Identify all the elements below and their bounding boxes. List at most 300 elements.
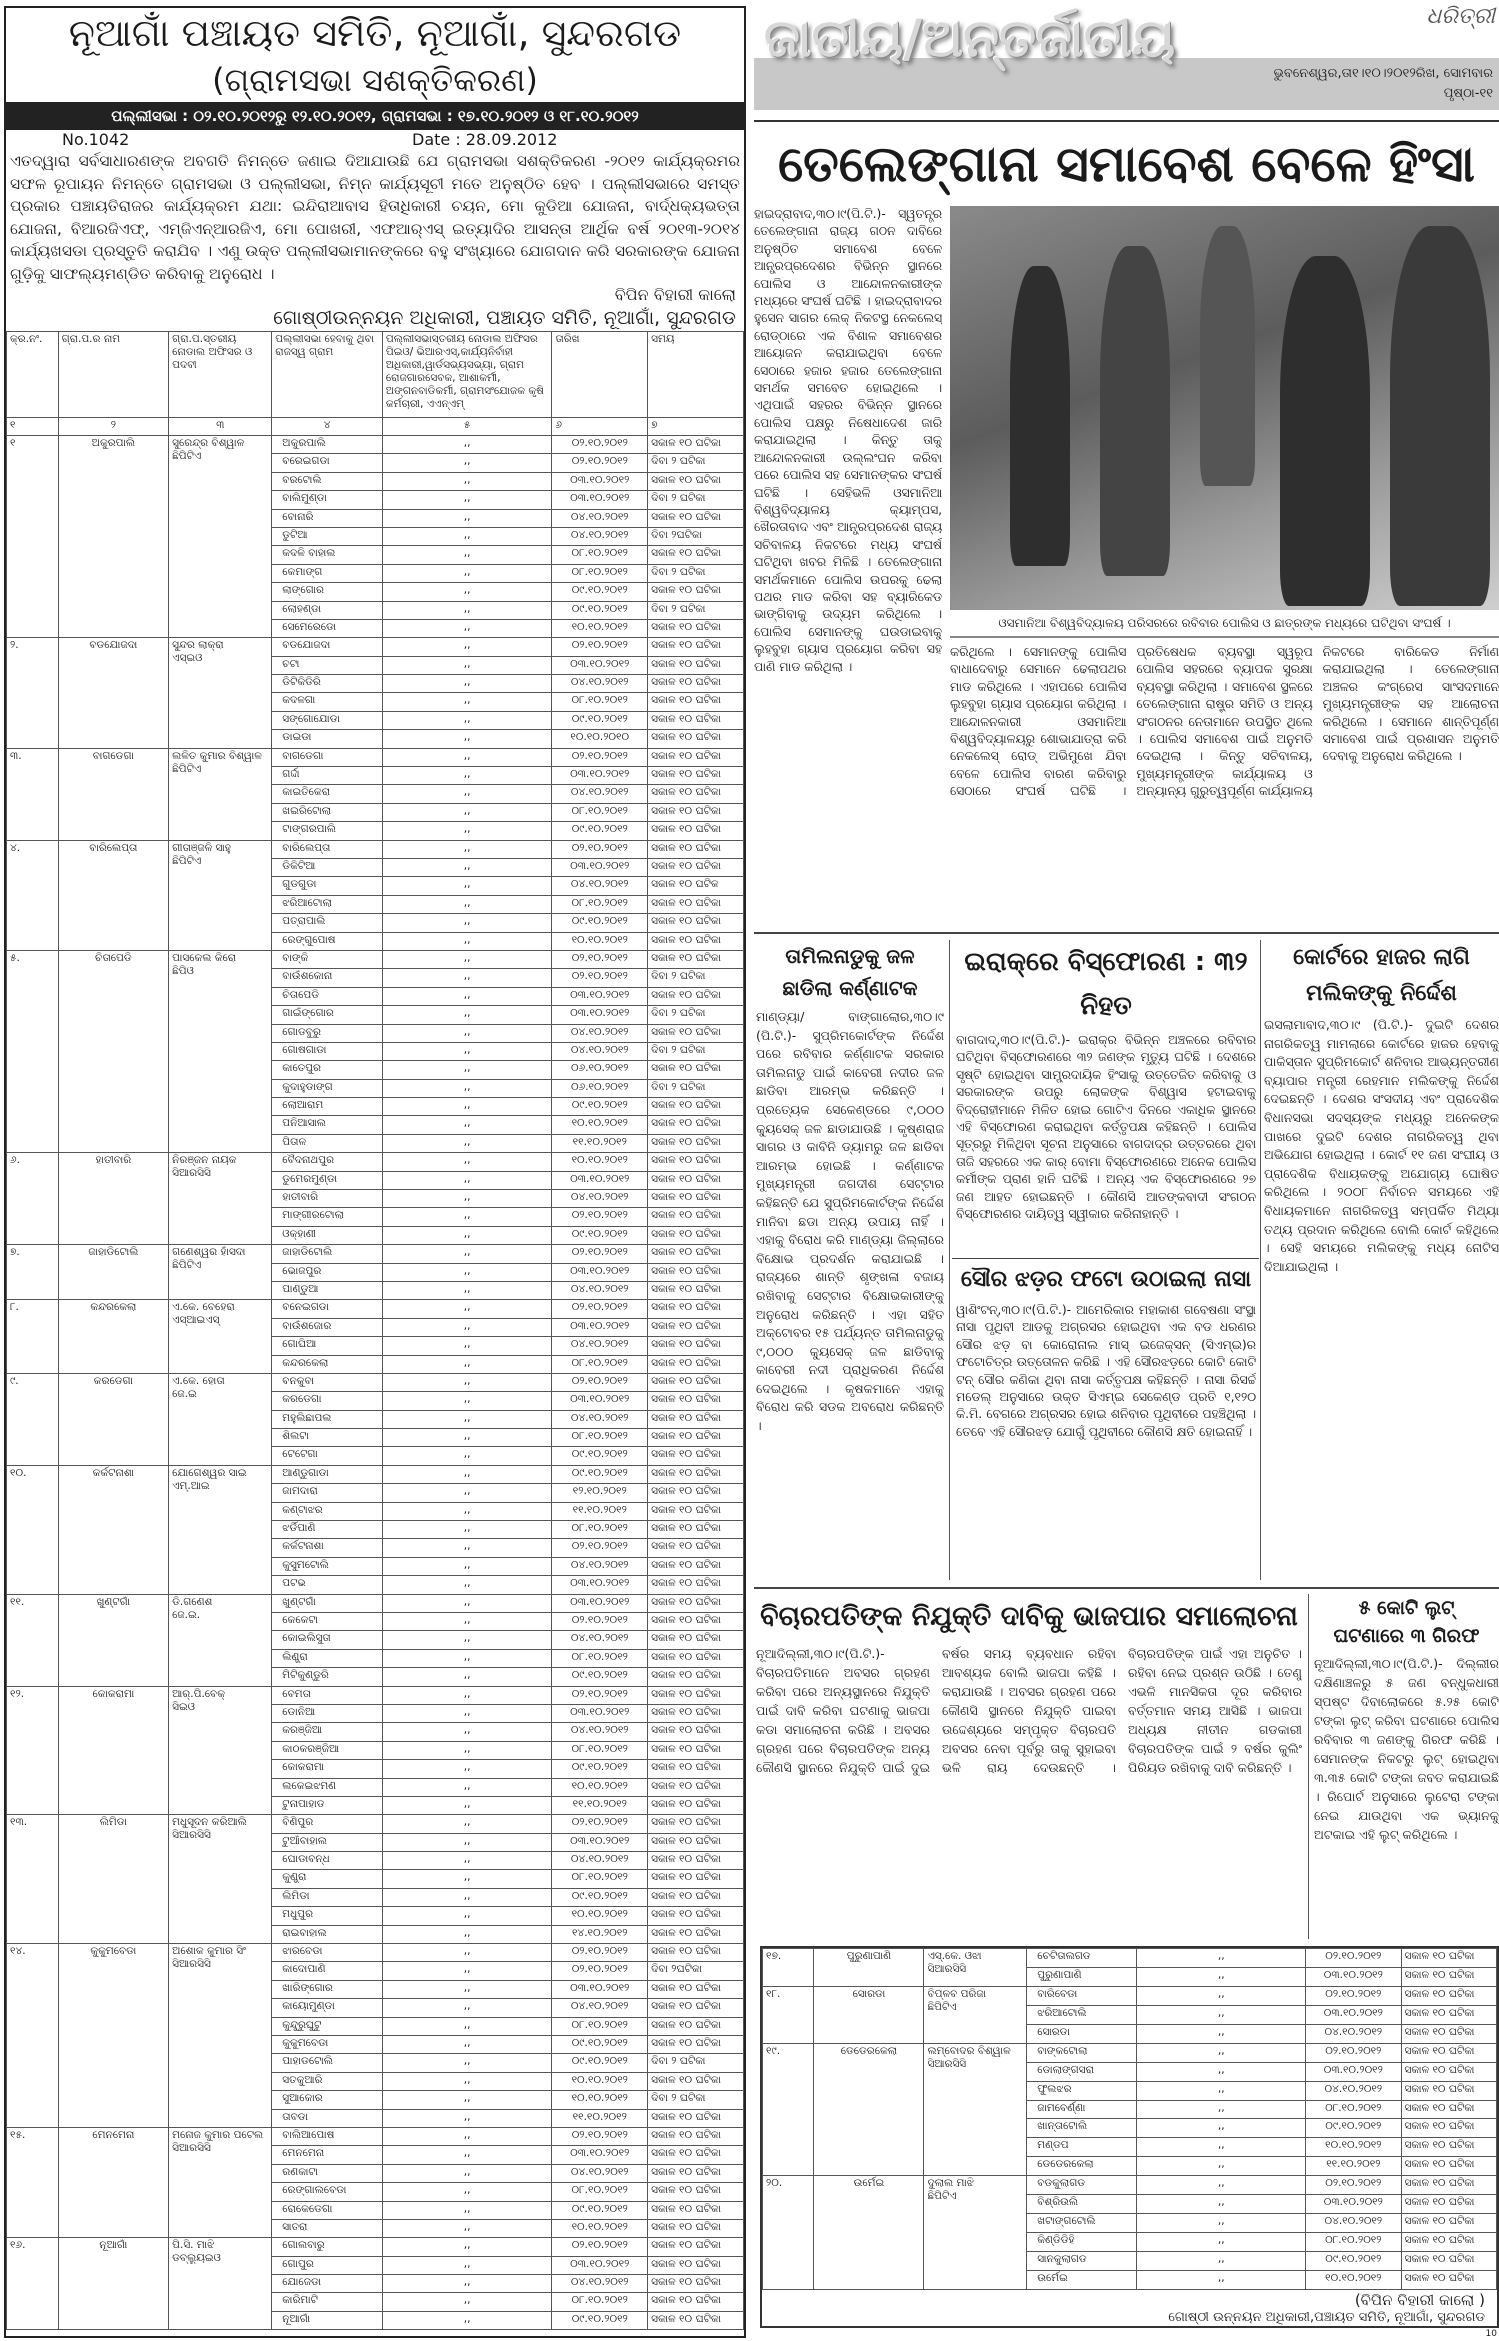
meeting-time: ସକାଳ ୧୦ ଘଟିକା xyxy=(648,1245,744,1263)
village-name: ଡୋଲାଙ୍ଗସରା xyxy=(1027,2062,1137,2081)
meeting-time: ସକାଳ ୧୦ ଘଟିକା xyxy=(648,1318,744,1336)
ditto-mark: ,, xyxy=(382,785,552,803)
village-name: ବଡଯୋଜଦା xyxy=(272,638,383,656)
meeting-time: ସକାଳ ୧୦ ଘଟିକା xyxy=(648,1484,744,1502)
meeting-date: ୦୪.୧୦.୨୦୧୨ xyxy=(552,1723,648,1741)
meeting-date: ୦୪.୧୦.୨୦୧୨ xyxy=(552,1410,648,1428)
meeting-date: ୦୨.୧୦.୨୦୧୨ xyxy=(552,1613,648,1631)
ditto-mark: ,, xyxy=(382,491,552,509)
village-name: ଚିତାପେଡି xyxy=(272,987,383,1005)
meeting-time: ସକାଳ ୧୦ ଘଟିକା xyxy=(648,1116,744,1134)
meeting-date: ୦୮.୧୦.୨୦୧୨ xyxy=(552,564,648,582)
meeting-time: ସକାଳ ୧୦ ଘଟିକା xyxy=(648,1613,744,1631)
gram-panchayat-name: କରଡେଗା xyxy=(58,1373,169,1465)
meeting-time: ସକାଳ ୧୦ ଘଟିକା xyxy=(1401,1986,1496,2005)
ditto-mark: ,, xyxy=(382,1373,552,1391)
meeting-time: ସକାଳ ୧୦ ଘଟିକା xyxy=(648,2109,744,2127)
ditto-mark: ,, xyxy=(1137,1986,1306,2005)
ditto-mark: ,, xyxy=(382,619,552,637)
meeting-date: ୧୦.୧୦.୨୦୧୨ xyxy=(552,2072,648,2090)
officer-line: ଛିପିଟିଏ xyxy=(172,854,202,867)
gram-panchayat-name: ଉର୍ମେଇ xyxy=(814,2176,924,2290)
divider xyxy=(754,1587,1499,1589)
village-name: ଲୋହଣ୍ଡା xyxy=(272,601,383,619)
village-name: କାଇତିକେରା xyxy=(272,785,383,803)
meeting-time: ସକାଳ ୧୦ ଘଟିକା xyxy=(1401,2214,1496,2233)
meeting-date: ୦୯.୧୦.୨୦୧୨ xyxy=(552,2311,648,2329)
meeting-date: ୦୮.୧୦.୨୦୧୨ xyxy=(552,895,648,913)
headline-line: ଛାଡିଲା କର୍ଣ୍ଣାଟକ xyxy=(782,976,918,1000)
meeting-date: ୦୯.୧୦.୨୦୧୨ xyxy=(552,822,648,840)
lead-article-col1: ହାଇଦ୍ରାବାଦ,୩୦।୯(ପି.ଟି.)- ସ୍ୱତନ୍ତ୍ର ତେଲେଙ୍ଗାନା ରାଜ୍ୟ ଗଠନ ଦାବିରେ ଅନୁଷ୍ଠିତ ସମାବେଶ ବେଳେ ଆନ୍ଧ୍ରପ୍ରଦେଶର ବିଭିନ୍ନ ସ୍ଥାନରେ ପୋଲିସ ଓ ଆନ୍ଦୋଳନକାରୀଙ୍କ ମଧ୍ୟରେ ସଂଘର୍ଷ ଘଟିଛି । ହାଇଦ୍ରାବାଦର ହୁସେନ ସାଗର ଲେକ୍ ନିକଟସ୍ଥ ନେକଲେସ୍ ରୋଡ୍‌ଠାରେ ଏକ ବିଶାଳ ସମାବେଶର ଆୟୋଜନ କରାଯାଇଥିବା ବେଳେ ସେଠାରେ ହଜାର ହଜାର ତେଲେଙ୍ଗାନା ସମର୍ଥକ ସମବେତ ହୋଇଥିଲେ । ଏଥିପାଇଁ ସହରର ବିଭିନ୍ନ ସ୍ଥାନରେ ପୋଲିସ ପକ୍ଷରୁ ନିଷେଧାଦେଶ ଜାରି କରାଯାଇଥିଲା । କିନ୍ତୁ ତାକୁ ଆନ୍ଦୋଳନକାରୀ ଉଲ୍ଲଂଘନ କରିବା ପରେ ପୋଲିସ ସହ ସେମାନଙ୍କର ସଂଘର୍ଷ ଘଟିଛି । ସେହିଭଳି ଓସମାନିଆ ବିଶ୍ୱବିଦ୍ୟାଳୟ କ୍ୟାମ୍ପସ, ଖୈରତାବାଦ ଏବଂ ଆନ୍ଧ୍ରପ୍ରଦେଶ ରାଜ୍ୟ ସଚିବାଳୟ ନିକଟରେ ମଧ୍ୟ ସଂଘର୍ଷ ଘଟିଥିବା ଖବର ମିଳିଛି । ତେଲେଙ୍ଗାନା ସମର୍ଥକମାନେ ପୋଲିସ ଉପରକୁ ଢେଲା ପଥର ମାଡ କରିବା ସହ ବ୍ୟାରିକେଡ ଭାଙ୍ଗିବାକୁ ଉଦ୍ୟମ କରିଥିଲେ । ପୋଲିସ ସେମାନଙ୍କୁ ଘଉଡାଇବାକୁ ଲୁହବୁହା ଗ୍ୟାସ ପ୍ରୟୋଗ କରିବା ସହ ପାଣି ମାଡ କରିଥିଲା । xyxy=(754,207,942,674)
meeting-time: ସକାଳ ୧୦ ଘଟିକା xyxy=(648,1778,744,1796)
meeting-date: ୦୯.୧୦.୨୦୧୨ xyxy=(552,1760,648,1778)
table-row xyxy=(7,2238,744,2256)
meeting-time: ସକାଳ ୧୦ ଘଟିକା xyxy=(1401,2157,1496,2176)
ditto-mark: ,, xyxy=(382,895,552,913)
village-name: ମହୁଲିଛାପଲ xyxy=(272,1410,383,1428)
village-name: ଡୁମେରମୁଣ୍ଡା xyxy=(272,1171,383,1189)
village-name: ସୁଆକୋର xyxy=(272,2091,383,2109)
meeting-date: ୦୩.୧୦.୨୦୧୨ xyxy=(552,491,648,509)
meeting-date: ୦୩.୧୦.୨୦୧୨ xyxy=(552,1006,648,1024)
ditto-mark: ,, xyxy=(382,1760,552,1778)
ditto-mark: ,, xyxy=(382,877,552,895)
meeting-date: ୧୦.୧୦.୨୦୧୨ xyxy=(552,1116,648,1134)
ditto-mark: ,, xyxy=(382,748,552,766)
divider xyxy=(949,940,950,1580)
loot-article: ନୂଆଦିଲ୍ଲୀ,୩୦।୯(ପି.ଟି.)- ଦିଲ୍ଲୀର ଦକ୍ଷିଣାଞ୍ଚଳରୁ ୫ ଜଣ ବନ୍ଧୁକଧାରୀ ସ୍ପଷ୍ଟ ଦିବାଲୋକରେ ୫.୨୫ କୋଟି ଟଙ୍କା ଲୁଟ୍ କରିବା ଘଟଣାରେ ପୋଲିସ ରବିବାର ୩ ଜଣଙ୍କୁ ଗିରଫ କରିଛି । ସେମାନଙ୍କ ନିକଟରୁ ଲୁଟ୍ ହୋଇଥିବା ୩.୩୫ କୋଟି ଟଙ୍କା ଜବତ କରାଯାଇଛି । ରିପୋର୍ଟ ଅନୁସାରେ ଲୁଟେରା ଟଙ୍କା ନେଇ ଯାଉଥିବା ଏକ ଭ୍ୟାନକୁ ଅଟକାଇ ଏହି ଲୁଟ୍ କରିଥିଲେ । xyxy=(1314,1656,1499,1842)
ditto-mark: ,, xyxy=(382,2183,552,2201)
officer-line: ସିଆରସିସି xyxy=(172,1829,211,1842)
meeting-time: ସକାଳ ୧୦ ଘଟିକା xyxy=(1401,2176,1496,2195)
meeting-date: ୦୩.୧୦.୨୦୧୨ xyxy=(552,767,648,785)
meeting-time: ସକାଳ ୧୦ ଘଟିକା xyxy=(1401,1967,1496,1986)
serial-number: ୧୨. xyxy=(7,1686,59,1815)
ditto-mark: ,, xyxy=(382,1999,552,2017)
village-name: ବିଶ୍ରିଉଲି xyxy=(1027,2195,1137,2214)
ditto-mark: ,, xyxy=(382,2256,552,2274)
meeting-date: ୦୯.୧୦.୨୦୧୨ xyxy=(552,583,648,601)
officer-line: ଏମ୍.ଆଇ xyxy=(172,1479,210,1492)
ditto-mark: ,, xyxy=(382,1925,552,1943)
officer-line: ଡବ୍ଲ୍ୟୁଇଓ xyxy=(172,2252,221,2265)
ditto-mark: ,, xyxy=(382,564,552,582)
meeting-time: ସକାଳ ୧୦ ଘଟିକା xyxy=(648,1024,744,1042)
table-row xyxy=(7,1594,744,1612)
dateline: ଭୁବନେଶ୍ୱର,ତା୧।୧୦।୨୦୧୨ରିଖ, ସୋମବାର xyxy=(1273,66,1493,81)
meeting-time: ସକାଳ ୧୦ ଘଟିକା xyxy=(648,1723,744,1741)
village-name: କୋଇଲିସୁତା xyxy=(272,1631,383,1649)
meeting-date: ୧୧.୧୦.୨୦୧୨ xyxy=(552,1134,648,1152)
village-name: ଲାଙ୍ଗୋର xyxy=(272,583,383,601)
officer-line: ଜେ.ଇ xyxy=(172,1387,197,1400)
meeting-time: ସକାଳ ୧୦ ଘଟିକା xyxy=(648,675,744,693)
meeting-date: ୦୪.୧୦.୨୦୧୨ xyxy=(552,1337,648,1355)
ditto-mark: ,, xyxy=(382,1300,552,1318)
meeting-time: ଦିବା ୨ ଘଟିକା xyxy=(648,2091,744,2109)
nodal-officer xyxy=(924,1986,1027,2043)
village-name: ପୁରୁଣାପାଣି xyxy=(1027,1967,1137,1986)
meeting-date: ୦୨.୧୦.୨୦୧୨ xyxy=(552,1300,648,1318)
ditto-mark: ,, xyxy=(382,1502,552,1520)
ditto-mark: ,, xyxy=(382,546,552,564)
village-name: ଶିଲଟା xyxy=(272,1429,383,1447)
bjp-story xyxy=(756,1594,1302,1937)
village-name: କେମାଙ୍ଗ xyxy=(272,564,383,582)
village-name: କାୟୋମୁଣ୍ଡା xyxy=(272,1999,383,2017)
village-name: ଗୋପୁର xyxy=(272,2256,383,2274)
village-name: ବାଲିଆପୋଷ xyxy=(272,2127,383,2145)
meeting-date: ୦୮.୧୦.୨୦୧୨ xyxy=(552,2183,648,2201)
village-name: ଜାମଦାରା xyxy=(272,1484,383,1502)
table-row xyxy=(7,950,744,968)
ditto-mark: ,, xyxy=(382,2017,552,2035)
meeting-time: ସକାଳ ୧୦ ଘଟିକା xyxy=(1401,2119,1496,2138)
panchayat-notice xyxy=(4,6,746,2338)
meeting-date: ୦୪.୧୦.୨୦୧୨ xyxy=(552,877,648,895)
meeting-date: ୦୨.୧୦.୨୦୧୨ xyxy=(552,2127,648,2145)
meeting-time: ସକାଳ ୧୦ ଘଟିକା xyxy=(1401,2195,1496,2214)
table-row xyxy=(763,1949,1497,1968)
gram-panchayat-name: ଖୁଣ୍ଟଗାଁ xyxy=(58,1594,169,1686)
lead-story-right xyxy=(950,206,1499,928)
village-name: ବାଲିମୁଣ୍ଡା xyxy=(272,491,383,509)
meeting-date: ୧୦.୧୦.୨୦୧୨ xyxy=(552,2219,648,2237)
meeting-date: ୦୨.୧୦.୨୦୧୨ xyxy=(552,950,648,968)
meeting-time: ସକାଳ ୧୦ ଘଟିକା xyxy=(1401,2062,1496,2081)
meeting-time: ସକାଳ ୧୦ ଘଟିକା xyxy=(648,2017,744,2035)
meeting-time: ସକାଳ ୧୦ ଘଟିକା xyxy=(648,2311,744,2329)
column-number: ୭ xyxy=(648,418,744,436)
ditto-mark: ,, xyxy=(382,1576,552,1594)
meeting-time: ସକାଳ ୧୦ ଘଟିକା xyxy=(648,583,744,601)
officer-line: ଏସ୍ଇଓ xyxy=(172,652,203,665)
table-row xyxy=(7,1373,744,1391)
meeting-time: ସକାଳ ୧୦ ଘଟିକା xyxy=(648,619,744,637)
meeting-time: ଦିବା ୨ ଘଟିକା xyxy=(648,1042,744,1060)
ditto-mark: ,, xyxy=(382,1980,552,1998)
gram-panchayat-name: ଲିମିଡା xyxy=(58,1815,169,1944)
signatory-name-bottom: (ବିପିନ ବିହାରୀ କାଲୋ ) xyxy=(1354,2291,1485,2309)
village-name: କଦଳି ବାହାଲ xyxy=(272,546,383,564)
village-name: ଜାମବେର୍ଣ୍ଣା xyxy=(1027,2100,1137,2119)
ditto-mark: ,, xyxy=(382,1429,552,1447)
meeting-time: ସକାଳ ୧୦ ଘଟିକା xyxy=(648,509,744,527)
signatory-name: ବିପିନ ବିହାରୀ କାଲୋ xyxy=(614,285,736,304)
meeting-time: ସକାଳ ୧୦ ଘଟିକା xyxy=(648,1226,744,1244)
serial-number: ୧୬. xyxy=(7,2238,59,2330)
meeting-time: ସକାଳ ୧୦ ଘଟିକା xyxy=(648,1760,744,1778)
meeting-date: ୦୮.୧୦.୨୦୧୨ xyxy=(1306,2100,1401,2119)
ditto-mark: ,, xyxy=(382,1337,552,1355)
village-name: ନୂଆଗାଁ xyxy=(272,2311,383,2329)
meeting-date: ୦୯.୧୦.୨୦୧୨ xyxy=(552,2201,648,2219)
meeting-date: ୦୩.୧୦.୨୦୧୨ xyxy=(552,2146,648,2164)
meeting-date: ୦୪.୧୦.୨୦୧୨ xyxy=(1306,2081,1401,2100)
meeting-date: ୧୦.୧୦.୨୦୧୨ xyxy=(1306,2138,1401,2157)
ditto-mark: ,, xyxy=(382,822,552,840)
meeting-time: ସକାଳ ୧୦ ଘଟିକା xyxy=(648,2035,744,2053)
officer-line: ଏ.କେ. ବେହେରା xyxy=(172,1301,235,1314)
meeting-time: ସକାଳ ୧୦ ଘଟିକା xyxy=(648,2183,744,2201)
village-name: ମେନମେନା xyxy=(272,2146,383,2164)
headline-line: କୋର୍ଟରେ ହାଜର ଲାଗି xyxy=(1293,945,1470,970)
notice-schedule-bar: ପଲ୍ଲୀସଭା : ୦୨.୧୦.୨୦୧୨ରୁ ୧୨.୧୦.୨୦୧୨, ଗ୍ରାମସଭା : ୧୭.୧୦.୨୦୧୨ ଓ ୧୮.୧୦.୨୦୧୨ xyxy=(6,102,744,130)
village-name: କିଣ୍ଡିଡିହି xyxy=(1027,2233,1137,2252)
ditto-mark: ,, xyxy=(382,1521,552,1539)
table-row xyxy=(763,1986,1497,2005)
ditto-mark: ,, xyxy=(382,656,552,674)
meeting-date: ୦୯.୧୦.୨୦୧୨ xyxy=(552,2054,648,2072)
meeting-time: ସକାଳ ୧୦ ଘଟିକା xyxy=(648,987,744,1005)
schedule-table-right-box xyxy=(760,1946,1499,2328)
ditto-mark: ,, xyxy=(382,1153,552,1171)
ditto-mark: ,, xyxy=(1137,2252,1306,2271)
meeting-time: ସକାଳ ୧୦ ଘଟିକା xyxy=(648,1980,744,1998)
officer-line: ମନୋଜ କୁମାର ପଟେଲ xyxy=(172,2128,264,2141)
village-name: ବେମତା xyxy=(272,1686,383,1704)
village-name: ଟେଟେଗା xyxy=(272,1447,383,1465)
meeting-time: ସକାଳ ୧୦ ଘଟିକା xyxy=(648,785,744,803)
village-name: ଘୋଡାବନ୍ଧ xyxy=(272,1852,383,1870)
officer-line: ପି.ସି. ମାଝି xyxy=(172,2239,215,2252)
meeting-time: ସକାଳ ୧୦ ଘଟିକ xyxy=(648,877,744,895)
village-name: ରଣକାଟା xyxy=(272,2164,383,2182)
serial-number: ୫. xyxy=(7,950,59,1152)
meeting-time: ସକାଳ ୧୦ ଘଟିକା xyxy=(648,1668,744,1686)
village-name: ବରେଇଗଡା xyxy=(272,454,383,472)
table-row xyxy=(7,1300,744,1318)
village-name: ରାଇବାହାଲ xyxy=(272,1925,383,1943)
meeting-date: ୧୧.୧୦.୨୦୧୨ xyxy=(1306,2157,1401,2176)
serial-number: ୧୪. xyxy=(7,1944,59,2128)
meeting-date: ୦୯.୧୦.୨୦୧୨ xyxy=(552,1098,648,1116)
village-name: ଝାରବେଡା xyxy=(272,1944,383,1962)
meeting-time: ସକାଳ ୧୦ ଘଟିକା xyxy=(1401,2252,1496,2271)
meeting-date: ୦୩.୧୦.୨୦୧୨ xyxy=(552,1318,648,1336)
meeting-date: ୦୨.୧୦.୨୦୧୨ xyxy=(552,1373,648,1391)
ditto-mark: ,, xyxy=(382,1741,552,1759)
officer-line: ବିପ୍ଳବ ପରିଜା xyxy=(927,1987,987,2000)
officer-line: ଏ.କେ. ହୋତା xyxy=(172,1374,225,1387)
village-name: ଖଟାଙ୍ଗଟୋଲି xyxy=(1027,2214,1137,2233)
village-name: ଚଟା xyxy=(272,656,383,674)
village-name: କାତେପୁର xyxy=(272,1061,383,1079)
column-header: ପଲ୍ଲୀସଭାସ୍ତରୀୟ ନୋଡାଲ ଅଫିସର ପିଇଓ/ ଭିଆରଏସ୍,କାର୍ଯ୍ୟନିର୍ବାହୀ ଅଧିକାରୀ,ୱାର୍ଡସଭ୍ୟସଭ୍ୟା, ଗ୍ରାମ ରୋଜଗାରସେବକ, ଆଶାକର୍ମୀ, ଅଙ୍ଗନବାଡିକର୍ମୀ, ଗ୍ରାମସଂଯୋଜକ କୃଷି କର୍ମଚାରୀ, ଏଏନ୍‌ଏମ୍ xyxy=(382,332,552,418)
village-name: ଭୋଜପୁର xyxy=(272,1263,383,1281)
village-name: ଲୋଆରାମ xyxy=(272,1098,383,1116)
village-name: ଡୋନିଆ xyxy=(272,1704,383,1722)
gram-panchayat-name: ଅକୁରପାଲି xyxy=(58,436,169,638)
meeting-date: ୦୮.୧୦.୨୦୧୨ xyxy=(552,1355,648,1373)
ditto-mark: ,, xyxy=(382,1833,552,1851)
meeting-time: ସକାଳ ୧୦ ଘଟିକା xyxy=(648,950,744,968)
meeting-time: ସକାଳ ୧୦ ଘଟିକା xyxy=(648,914,744,932)
meeting-time: ସକାଳ ୧୦ ଘଟିକା xyxy=(1401,1949,1496,1968)
village-name: ମାଙ୍ଗୀରଟୋଲା xyxy=(272,1208,383,1226)
meeting-time: ସକାଳ ୧୦ ଘଟିକା xyxy=(648,693,744,711)
notice-meta-row xyxy=(6,130,744,150)
court-headline xyxy=(1264,940,1499,1012)
meeting-time: ସକାଳ ୧୦ ଘଟିକା xyxy=(648,1355,744,1373)
meeting-date: ୦୮.୧୦.୨୦୧୨ xyxy=(552,693,648,711)
village-name: ଡିଟିକିଡିରି xyxy=(272,675,383,693)
village-name: ଓକ୍ହାଣୀ xyxy=(272,1226,383,1244)
officer-line: ଛିପିଟିଏ xyxy=(927,2000,957,2013)
serial-number: ୪. xyxy=(7,840,59,950)
meeting-time: ସକାଳ ୧୦ ଘଟିକା xyxy=(648,1539,744,1557)
meeting-time: ଦିବା ୨ ଘଟିକା xyxy=(648,1006,744,1024)
officer-line: ଜେ.ଇ. xyxy=(172,1608,201,1621)
meeting-time: ସକାଳ ୧୦ ଘଟିକା xyxy=(648,1281,744,1299)
gram-panchayat-name: କନ୍ଦରକେଲା xyxy=(58,1300,169,1374)
village-name: ଝରିଆଟୋଲା xyxy=(272,895,383,913)
village-name: ପାହାଡଟୋଲି xyxy=(272,2054,383,2072)
officer-line: ପାସକେଲ କିରୋ xyxy=(172,951,237,964)
meeting-time: ସକାଳ ୧୦ ଘଟିକା xyxy=(648,1134,744,1152)
meeting-date: ୦୮.୧୦.୨୦୧୨ xyxy=(552,1649,648,1667)
meeting-date: ୦୮.୧୦.୨୦୧୨ xyxy=(552,546,648,564)
meeting-date: ୦୮.୧୦.୨୦୧୨ xyxy=(1306,2233,1401,2252)
serial-number: ୬. xyxy=(7,1153,59,1245)
loot-story xyxy=(1314,1594,1499,1937)
meeting-time: ସକାଳ ୧୦ ଘଟିକା xyxy=(648,858,744,876)
meeting-time: ସକାଳ ୧୦ ଘଟିକା xyxy=(648,1098,744,1116)
meeting-date: ୦୩.୧୦.୨୦୧୨ xyxy=(552,1576,648,1594)
meeting-time: ସକାଳ ୧୦ ଘଟିକା xyxy=(648,1300,744,1318)
meeting-time: ସକାଳ ୧୦ ଘଟିକା xyxy=(648,1907,744,1925)
ditto-mark: ,, xyxy=(382,803,552,821)
meeting-date: ୦୪.୧୦.୨୦୧୨ xyxy=(552,1631,648,1649)
serial-number: ୭. xyxy=(7,1245,59,1300)
nodal-officer xyxy=(169,1594,272,1686)
divider xyxy=(1260,940,1261,1580)
headline-line: ୫ କୋଟି ଲୁଟ୍ xyxy=(1358,1597,1455,1619)
lead-story-body xyxy=(754,202,1499,928)
serial-number: ୧୦. xyxy=(7,1465,59,1594)
bjp-article: ନୂଆଦିଲ୍ଲୀ,୩୦।୯(ପି.ଟି.)- ବିଚାରପତିମାନେ ଅବସର ଗ୍ରହଣ କରିବା ପରେ ଅନ୍ୟସ୍ଥାନରେ ନିଯୁକ୍ତି ପାଇଁ ଦାବି କରିବା ଘଟଣାକୁ ଭାଜପା କଡା ସମାଲୋଚନା କରିଛି । ଅବସର ଗ୍ରହଣ ପରେ ବିଚାରପତିଙ୍କ ଅନ୍ୟ କୌଣସି ସ୍ଥାନରେ ନିଯୁକ୍ତି ପାଇଁ ଦୁଇ ବର୍ଷର ସମୟ ବ୍ୟବଧାନ ରହିବା ଆବଶ୍ୟକ ବୋଲି ଭାଜପା କହିଛି । କରାଯାଉଛି । ଅବସର ଗ୍ରହଣ ପରେ କୌଣସି ସ୍ଥାନରେ ନିଯୁକ୍ତି ପାଇବା ଉଦ୍ଦେଶ୍ୟରେ ସମ୍ପୃକ୍ତ ବିଚାରପତି ଅବସର ନେବା ପୂର୍ବରୁ ତାକୁ ସୁହାଇବା ଭଳି ରାୟ ଦେଉଛନ୍ତି । ବିଚାରପତିଙ୍କ ପାଇଁ ଏହା ଅନୁଚିତ । ରହିବା ନେଇ ପ୍ରଶ୍ନ ଉଠିଛି । ତେଣୁ ଏଭଳି ମାନସିକତା ଦୂର କରିବାର ବର୍ତ୍ତମାନ ସମୟ ଆସିଛି । ଭାଜପା ଅଧ୍ୟକ୍ଷ ନୀତୀନ ଗଡକାରୀ ବିଚାରପତିଙ୍କ ପାଇଁ ୨ ବର୍ଷର କୁଲିଂ ପିରିୟଡ ରଖିବାକୁ ଦାବି କରିଛନ୍ତି । xyxy=(756,1646,1302,1775)
nodal-officer xyxy=(169,1300,272,1374)
meeting-date: ୦୩.୧୦.୨୦୧୨ xyxy=(552,858,648,876)
ditto-mark: ,, xyxy=(382,1190,552,1208)
meeting-date: ୧୦.୧୦.୨୦୧୨ xyxy=(552,1153,648,1171)
notice-subtitle: (ଗ୍ରାମସଭା ସଶକ୍ତିକରଣ) xyxy=(212,61,538,99)
village-name: ସୋରଡା xyxy=(1027,2024,1137,2043)
column-header: କ୍ର.ନଂ. xyxy=(7,332,59,418)
ditto-mark: ,, xyxy=(382,1042,552,1060)
schedule-table-right xyxy=(762,1948,1497,2291)
ditto-mark: ,, xyxy=(382,1226,552,1244)
village-name: ଝରିଆଟୋଲି xyxy=(1027,2005,1137,2024)
meeting-time: ଦିବା ୨ ଘଟିକା xyxy=(648,564,744,582)
ditto-mark: ,, xyxy=(382,1796,552,1814)
officer-line: ସୁରେନ୍ଦ୍ର ବିଶ୍ୱାଳ xyxy=(172,437,245,449)
meeting-time: ସକାଳ ୧୦ ଘଟିକା xyxy=(648,2072,744,2090)
ditto-mark: ,, xyxy=(1137,2119,1306,2138)
notice-number: No.1042 xyxy=(62,130,130,149)
ditto-mark: ,, xyxy=(382,1263,552,1281)
ditto-mark: ,, xyxy=(382,601,552,619)
village-name: କୁକୁମବେଡା xyxy=(272,2035,383,2053)
ditto-mark: ,, xyxy=(382,2072,552,2090)
meeting-date: ୦୯.୧୦.୨୦୧୨ xyxy=(552,1447,648,1465)
ditto-mark: ,, xyxy=(382,472,552,490)
meeting-date: ୧୨.୧୦.୨୦୧୨ xyxy=(552,1484,648,1502)
village-name: କେକେଟା xyxy=(272,1613,383,1631)
meeting-time: ଦିବା ୨ଘଟିକା xyxy=(648,1962,744,1980)
ditto-mark: ,, xyxy=(382,1465,552,1483)
iraq-headline: ଇରାକ୍‌ରେ ବିସ୍ଫୋରଣ : ୩୨ ନିହତ xyxy=(964,947,1248,1021)
nodal-officer xyxy=(169,436,272,638)
village-name: ଗୋଲବାରୁ xyxy=(272,2238,383,2256)
meeting-date: ୦୨.୧୦.୨୦୧୨ xyxy=(1306,1986,1401,2005)
village-name: ବିଣିପୁର xyxy=(272,1815,383,1833)
meeting-date: ୦୪.୧୦.୨୦୧୨ xyxy=(552,2275,648,2293)
village-name: ପନିଆସାଲ xyxy=(272,1116,383,1134)
table-row xyxy=(7,840,744,858)
meeting-time: ସକାଳ ୧୦ ଘଟିକା xyxy=(648,2256,744,2274)
village-name: ଡାଇଡା xyxy=(272,730,383,748)
meeting-time: ସକାଳ ୧୦ ଘଟିକା xyxy=(648,1888,744,1906)
meeting-date: ୦୮.୧୦.୨୦୧୨ xyxy=(552,2017,648,2035)
meeting-date: ୦୩.୧୦.୨୦୧୨ xyxy=(552,2256,648,2274)
ditto-mark: ,, xyxy=(382,711,552,729)
meeting-time: ସକାଳ ୧୦ ଘଟିକା xyxy=(648,803,744,821)
meeting-date: ୦୩.୧୦.୨୦୧୨ xyxy=(552,1980,648,1998)
meeting-date: ୦୨.୧୦.୨୦୧୨ xyxy=(552,1944,648,1962)
meeting-date: ୧୦.୧୦.୨୦୧୨ xyxy=(552,932,648,950)
nodal-officer xyxy=(924,2176,1027,2290)
meeting-date: ୦୨.୧୦.୨୦୧୨ xyxy=(552,2238,648,2256)
meeting-date: ୦୨.୧୦.୨୦୧୨ xyxy=(1306,1949,1401,1968)
officer-line: ସିଇଓ xyxy=(172,1700,195,1713)
table-row xyxy=(7,1944,744,1962)
meeting-time: ସକାଳ ୧୦ ଘଟିକା xyxy=(1401,2100,1496,2119)
meeting-time: ସକାଳ ୧୦ ଘଟିକା xyxy=(648,1557,744,1575)
village-name: ବନକୁବା xyxy=(272,1373,383,1391)
ditto-mark: ,, xyxy=(382,1281,552,1299)
meeting-time: ସକାଳ ୧୦ ଘଟିକା xyxy=(1401,2138,1496,2157)
village-name: ଡେଡେରକେଲା xyxy=(1027,2157,1137,2176)
village-name: ପଟଭ xyxy=(272,1576,383,1594)
meeting-date: ୧୧.୧୦.୨୦୧୨ xyxy=(552,1796,648,1814)
meeting-time: ସକାଳ ୧୦ ଘଟିକା xyxy=(648,1429,744,1447)
meeting-date: ୦୯.୧୦.୨୦୧୨ xyxy=(552,1465,648,1483)
ditto-mark: ,, xyxy=(382,1006,552,1024)
village-name: କରଞ୍ଜିଆ xyxy=(272,1723,383,1741)
notice-paragraph: ଏତଦ୍ୱାରା ସର୍ବସାଧାରଣଙ୍କ ଅବଗତି ନିମନ୍ତେ ଜଣାଇ ଦିଆଯାଉଛି ଯେ ଗ୍ରାମସଭା ସଶକ୍ତିକରଣ -୨୦୧୨ କାର୍ଯ୍ୟକ୍ରମର ସଫଳ ରୂପାୟନ ନିମନ୍ତେ ଗ୍ରାମସଭା ଓ ପଲ୍ଲୀସଭା, ନିମ୍ନ କାର୍ଯ୍ୟସୂଚୀ ମତେ ଅନୁଷ୍ଠିତ ହେବ । ପଲ୍ଲୀସଭାରେ ସମସ୍ତ ପ୍ରକାର ପଞ୍ଚାୟତିରାଜର କାର୍ଯ୍ୟକ୍ରମ ଯଥା: ଇନ୍ଦିରାଆବାସ ହିତାଧିକାରୀ ଚୟନ, ମୋ କୁଡିଆ ଯୋଜନା, ବାର୍ଦ୍ଧକ୍ୟଭତ୍ତା ଯୋଜନା, ବିଆରଜିଏଫ୍, ଏମ୍‌ଜିଏନ୍‌ଆରଜିଏ, ମୋ ପୋଖରୀ, ଏଫଆର୍‌ଏସ୍ ଇତ୍ୟାଦିର ଆସନ୍ତା ଆର୍ଥିକ ବର୍ଷ ୨୦୧୩-୨୦୧୪ କାର୍ଯ୍ୟଖସଡା ପ୍ରସ୍ତୁତି କରାଯିବ । ଏଣୁ ଉକ୍ତ ପଲ୍ଲୀସଭାମାନଙ୍କରେ ବହୁ ସଂଖ୍ୟାରେ ଯୋଗଦାନ କରି ସରକାରଙ୍କ ଯୋଜନା ଗୁଡ଼ିକୁ ସାଫଲ୍ୟମଣ୍ଡିତ କରିବାକୁ ଅନୁରୋଧ । xyxy=(10,152,740,283)
meeting-date: ୧୦.୧୦.୨୦୧୨ xyxy=(1306,2270,1401,2289)
court-article: ଇସଲାମାବାଦ,୩୦।୯ (ପି.ଟି.)- ଦୁଇଟି ଦେଶର ନାଗରିକତ୍ୱ ମାମଲାରେ କୋର୍ଟରେ ହାଜର ହେବାକୁ ପାକିସ୍ତାନ ସୁପ୍ରିମକୋର୍ଟ ଶନିବାର ଆଭ୍ୟନ୍ତରୀଣ ବ୍ୟାପାର ମନ୍ତ୍ରୀ ରେହମାନ ମଲିକଙ୍କୁ ନିର୍ଦ୍ଦେଶ ଦେଇଛନ୍ତି । ଦେଶର ସଂସଦୀୟ ଏବଂ ପ୍ରାଦେଶିକ ବିଧାନସଭା ସଦସ୍ୟଙ୍କ ମଧ୍ୟରୁ ଅନେକଙ୍କ ପାଖରେ ଦୁଇଟି ଦେଶର ନାଗରିକତ୍ୱ ଥିବା ଅଭିଯୋଗ ହୋଇଥିଲା । କୋର୍ଟ ୧୧ ଜଣ ସଂଘୀୟ ଓ ପ୍ରାଦେଶିକ ବିଧାୟକଙ୍କୁ ଅଯୋଗ୍ୟ ଘୋଷିତ କରିଥିଲେ । ୨୦୦୮ ନିର୍ବାଚନ ସମୟରେ ଏହି ବିଧାୟକମାନେ ନାଗରିକତ୍ୱ ସମ୍ପର୍କିତ ମିଥ୍ୟା ତଥ୍ୟ ପ୍ରଦାନ କରିଥିଲେ ବୋଲି କୋର୍ଟ କହିଥିଲେ । ସେହି ସମୟରେ ମଲିକଙ୍କୁ ମଧ୍ୟ ନୋଟିସ ଦିଆଯାଇଥିଲା । xyxy=(1264,1017,1499,1274)
divider xyxy=(952,1258,1259,1259)
meeting-time: ସକାଳ ୧୦ ଘଟିକା xyxy=(648,1521,744,1539)
table-row xyxy=(763,2176,1497,2195)
village-name: ମଧୁପୁର xyxy=(272,1907,383,1925)
gram-panchayat-name: ବାଗଡେଗା xyxy=(58,748,169,840)
column-number: ୧ xyxy=(7,418,59,436)
serial-number: ୩. xyxy=(7,748,59,840)
column-number: ୪ xyxy=(272,418,383,436)
meeting-date: ୦୪.୧୦.୨୦୧୨ xyxy=(552,1999,648,2017)
meeting-date: ୧୦.୧୦.୨୦୧୨ xyxy=(552,619,648,637)
ditto-mark: ,, xyxy=(382,1392,552,1410)
officer-line: ଏସ୍ଆଇଏସ୍ xyxy=(172,1314,220,1327)
village-name: ଖାରିଙ୍ଗୋର xyxy=(272,1980,383,1998)
meeting-date: ୦୨.୧୦.୨୦୧୨ xyxy=(552,748,648,766)
ditto-mark: ,, xyxy=(382,2238,552,2256)
meeting-time: ସକାଳ ୧୦ ଘଟିକା xyxy=(648,748,744,766)
